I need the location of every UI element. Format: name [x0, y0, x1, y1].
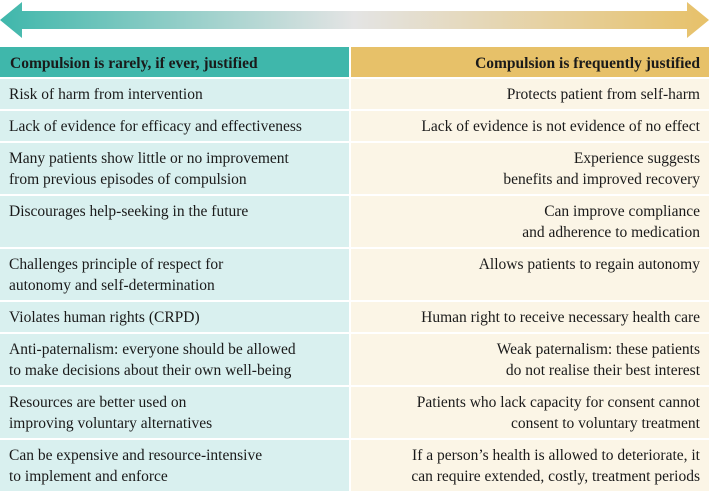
- table-row: [0, 196, 709, 249]
- cell-left-text: Can be expensive and resource-intensive to implement and enforce: [9, 447, 263, 485]
- table-header-row: [0, 47, 709, 79]
- cell-right-text: Lack of evidence is not evidence of no effect: [421, 118, 700, 135]
- cell-right-text: Weak paternalism: these patients do not realise their best interest: [496, 341, 700, 379]
- cell-right-text: Human right to receive necessary health care: [421, 309, 700, 326]
- arrow-shape: [0, 2, 709, 38]
- cell-right-text: Allows patients to regain autonomy: [478, 256, 700, 273]
- cell-right: [351, 79, 709, 111]
- cell-right: [351, 249, 709, 302]
- cell-left: [0, 143, 351, 196]
- cell-left-text: Lack of evidence for efficacy and effectiveness: [9, 118, 302, 135]
- cell-right-text: Experience suggests benefits and improved recovery: [503, 150, 700, 188]
- table-row: [0, 111, 709, 143]
- cell-left: [0, 111, 351, 143]
- cell-right: [351, 334, 709, 387]
- cell-right: [351, 111, 709, 143]
- cell-left: [0, 302, 351, 334]
- cell-left: [0, 79, 351, 111]
- double-arrow: [0, 0, 709, 40]
- table-row: [0, 387, 709, 440]
- cell-right: [351, 387, 709, 440]
- cell-left-text: Resources are better used on improving voluntary alternatives: [9, 394, 213, 432]
- cell-left: [0, 249, 351, 302]
- table-row: [0, 334, 709, 387]
- header-right: Compulsion is frequently justified: [351, 47, 709, 79]
- cell-left-text: Discourages help-seeking in the future: [9, 203, 249, 220]
- double-arrow-icon: [0, 0, 709, 40]
- table-row: [0, 440, 709, 493]
- table-row: [0, 143, 709, 196]
- cell-right-text: If a person’s health is allowed to deteriorate, it can require extended, costly, treatment periods: [411, 447, 700, 485]
- cell-left-text: Violates human rights (CRPD): [9, 309, 200, 326]
- table-row: [0, 79, 709, 111]
- cell-left: [0, 387, 351, 440]
- cell-right-text: Patients who lack capacity for consent cannot consent to voluntary treatment: [416, 394, 700, 432]
- cell-left-text: Many patients show little or no improvement from previous episodes of compulsion: [9, 150, 289, 188]
- table-row: [0, 249, 709, 302]
- cell-left: [0, 440, 351, 493]
- cell-right-text: Can improve compliance and adherence to medication: [522, 203, 700, 241]
- cell-right: [351, 196, 709, 249]
- cell-left-text: Risk of harm from intervention: [9, 86, 203, 103]
- cell-left-text: Challenges principle of respect for autonomy and self-determination: [9, 256, 224, 294]
- cell-right: [351, 143, 709, 196]
- cell-left: [0, 196, 351, 249]
- cell-left: [0, 334, 351, 387]
- cell-right-text: Protects patient from self-harm: [506, 86, 700, 103]
- cell-right: [351, 302, 709, 334]
- table-row: [0, 302, 709, 334]
- header-left: Compulsion is rarely, if ever, justified: [0, 47, 351, 79]
- cell-right: [351, 440, 709, 493]
- cell-left-text: Anti-paternalism: everyone should be allowed to make decisions about their own well-being: [9, 341, 296, 379]
- comparison-table: [0, 47, 709, 493]
